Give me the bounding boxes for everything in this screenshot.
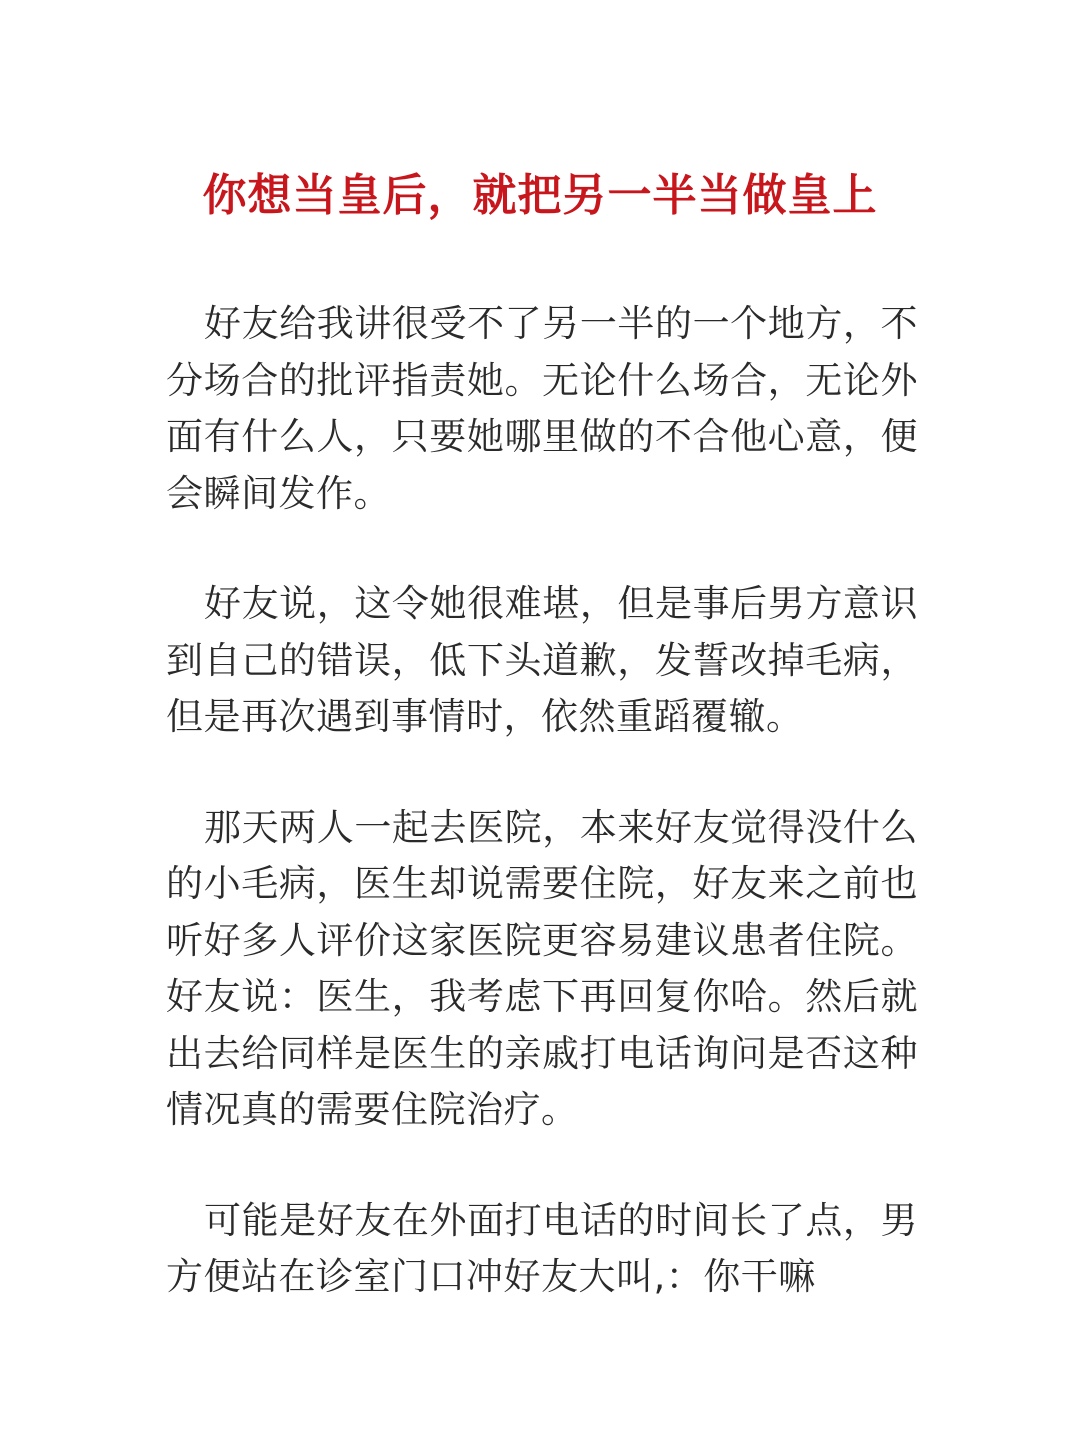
paragraph-2: 好友说，这令她很难堪，但是事后男方意识到自己的错误，低下头道歉，发誓改掉毛病，但是再次遇到事情时，依然重蹈覆辙。 [166,582,918,738]
paragraph-3: 那天两人一起去医院，本来好友觉得没什么的小毛病，医生却说需要住院，好友来之前也听好多人评价这家医院更容易建议患者住院。好友说：医生，我考虑下再回复你哈。然后就出去给同样是医生的亲戚打电话询问是否这种情况真的需要住院治疗。 [166,805,918,1131]
article-body [166,296,918,1360]
article-title: 你想当皇后，就把另一半当做皇上 [202,170,878,221]
paragraph-4: 可能是好友在外面打电话的时间长了点，男方便站在诊室门口冲好友大叫,：你干嘛 [166,1198,918,1298]
paragraph-1: 好友给我讲很受不了另一半的一个地方，不分场合的批评指责她。无论什么场合，无论外面有什么人，只要她哪里做的不合他心意，便会瞬间发作。 [166,302,918,515]
